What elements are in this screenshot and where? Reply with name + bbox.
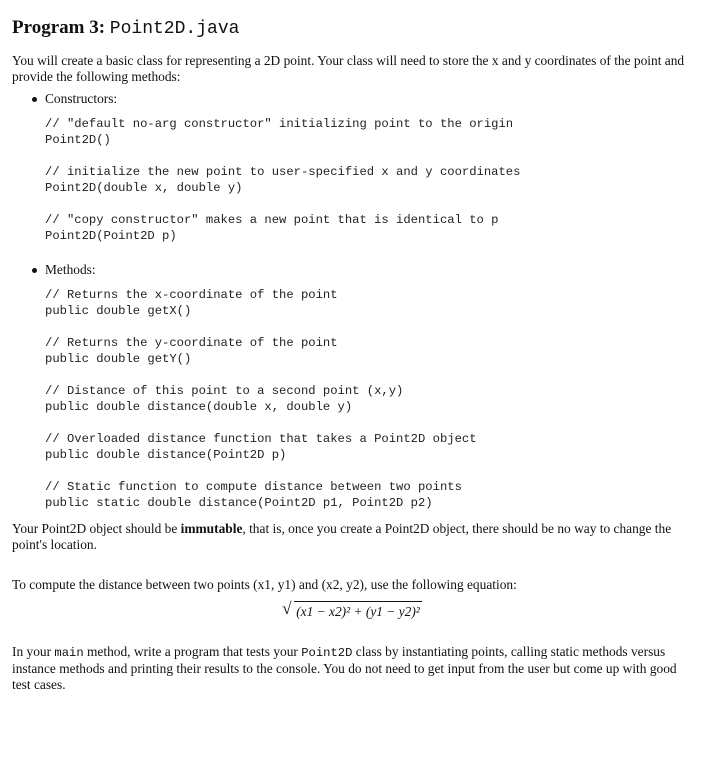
code-signature: public double distance(double x, double y) <box>45 400 353 414</box>
main-text-3: class by instantiating points, calling static methods versus instance methods and printing their results to the console. You do not need to get input from the user but come up with good test cases. <box>12 644 677 692</box>
constructors-label: Constructors: <box>45 91 118 106</box>
intro-paragraph: You will create a basic class for representing a 2D point. Your class will need to store the x and y coordinates of the point and provide the following methods: <box>12 53 685 84</box>
document-page <box>12 14 692 693</box>
sqrt-expression <box>282 601 422 622</box>
code-signature: Point2D() <box>45 133 111 147</box>
code-block <box>45 212 692 244</box>
sqrt-icon: √ <box>282 599 292 618</box>
code-signature: public double distance(Point2D p) <box>45 448 287 462</box>
code-comment: // Static function to compute distance between two points <box>45 480 462 494</box>
code-comment: // Distance of this point to a second point (x,y) <box>45 384 404 398</box>
code-block <box>45 431 692 463</box>
class-name: Point2D <box>301 646 353 660</box>
bullet-icon <box>32 97 37 102</box>
distance-formula <box>12 601 692 622</box>
immutable-text-before: Your Point2D object should be <box>12 521 181 536</box>
code-block <box>45 479 692 511</box>
main-text-1: In your <box>12 644 55 659</box>
code-comment: // Returns the y-coordinate of the point <box>45 336 338 350</box>
code-signature: Point2D(double x, double y) <box>45 181 243 195</box>
code-comment: // "default no-arg constructor" initializing point to the origin <box>45 117 514 131</box>
bullet-icon <box>32 268 37 273</box>
main-text-2: method, write a program that tests your <box>83 644 302 659</box>
title-filename: Point2D.java <box>109 19 240 39</box>
constructors-item <box>12 91 692 244</box>
immutable-text-after: , that is, once you create a Point2D object, there should be no way to change the point's location. <box>12 521 672 552</box>
code-block <box>45 383 692 415</box>
code-block <box>45 164 692 196</box>
code-comment: // "copy constructor" makes a new point that is identical to p <box>45 213 499 227</box>
code-block <box>45 287 692 319</box>
immutable-paragraph <box>12 521 692 553</box>
code-signature: public static double distance(Point2D p1, Point2D p2) <box>45 496 433 510</box>
methods-item <box>12 262 692 511</box>
code-signature: public double getY() <box>45 352 192 366</box>
code-comment: // initialize the new point to user-specified x and y coordinates <box>45 165 521 179</box>
requirements-list <box>12 91 692 511</box>
methods-label: Methods: <box>45 262 96 277</box>
main-method-paragraph <box>12 644 692 693</box>
code-signature: Point2D(Point2D p) <box>45 229 177 243</box>
code-signature: public double getX() <box>45 304 192 318</box>
code-block <box>45 116 692 148</box>
page-title <box>12 14 692 43</box>
code-comment: // Returns the x-coordinate of the point <box>45 288 338 302</box>
immutable-keyword: immutable <box>180 521 243 536</box>
code-comment: // Overloaded distance function that takes a Point2D object <box>45 432 477 446</box>
code-block <box>45 335 692 367</box>
main-keyword: main <box>54 646 84 660</box>
formula-radicand: (x1 − x2)² + (y1 − y2)² <box>294 601 422 622</box>
distance-paragraph: To compute the distance between two points (x1, y1) and (x2, y2), use the following equation: <box>12 577 517 592</box>
title-prefix: Program 3: <box>12 17 110 38</box>
